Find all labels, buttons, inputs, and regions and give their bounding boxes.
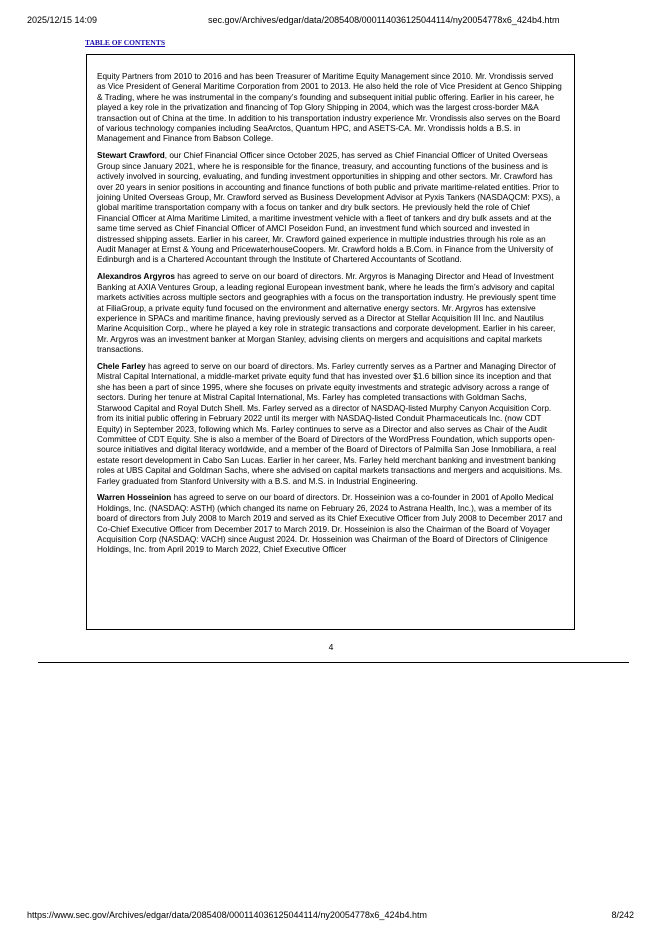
biography-content (97, 72, 563, 562)
print-footer-url: https://www.sec.gov/Archives/edgar/data/2085408/000114036125044114/ny20054778x6_424b4.htm (27, 910, 427, 920)
paragraph-text: has agreed to serve on our board of directors. Mr. Argyros is Managing Director and Head of Investment Banking at AXIA Ventures Group, a leading regional European investment bank, where he leads the firm’s advisory and capital markets activities across multiple sectors and geographies with a focus on the transportation industry. He previously spent time at FiliaGroup, a private equity fund focused on the environment and alternative energy sectors. Mr. Argyros has extensive experience in SPACs and maritime finance, having previously served as a Director at Stellar Acquisition III Inc. and Nautilus Marine Acquisition Corp., where he played a key role in strategic transactions and corporate development. Earlier in his career, Mr. Argyros was an investment banker at Morgan Stanley, advising clients on mergers and acquisitions and capital markets transactions. (97, 272, 557, 355)
table-of-contents-link[interactable]: TABLE OF CONTENTS (85, 38, 166, 47)
bio-paragraph (97, 272, 563, 355)
bio-paragraph (97, 493, 563, 555)
bio-paragraph (97, 151, 563, 265)
print-datetime: 2025/12/15 14:09 (27, 15, 98, 25)
bio-paragraph (97, 362, 563, 487)
paragraph-text: has agreed to serve on our board of directors. Ms. Farley currently serves as a Partner and Managing Director of Mistral Capital International, a middle-market private equity fund that has invested over $1.6 billion since its inception and that she has been a part of since 1995, where she focuses on private equity investments and strategic advisory across a range of sectors. During her tenure at Mistral Capital International, Ms. Farley has completed transactions with Goldman Sachs, Starwood Capital and Royal Dutch Shell. Ms. Farley served as a director of NASDAQ-listed Murphy Canyon Acquisition Corp. from its initial public offering in February 2022 until its merger with NASDAQ-listed Conduit Pharmaceuticals Inc. (now CDT Equity) in September 2023, following which Ms. Farley continues to serve as a Director and also serves as Chair of the Audit Committee of CDT Equity. She is also a member of the Board of Directors of the WordPress Foundation, which supports open-source initiatives and digital literacy worldwide, and a member of the Board of Directors of Palmilla San Jose Inmobiliara, a real estate resort development in Cabo San Lucas. Earlier in her career, Ms. Farley held merchant banking and investment banking roles at UBS Capital and Goldman Sachs, where she advised on capital markets transactions and mergers and acquisitions. Ms. Farley graduated from Stanford University with a B.S. and M.S. in Industrial Engineering. (97, 362, 563, 486)
paragraph-text: Equity Partners from 2010 to 2016 and has been Treasurer of Maritime Equity Management since 2010. Mr. Vrondissis served as Vice President of General Maritime Corporation from 2001 to 2013. He also held the role of Vice President at Genco Shipping & Trading, where he was instrumental in the company’s founding and subsequent initial public offering. Earlier in his career, he played a key role in the privatization and financing of Top Glory Shipping in 2004, which was the largest cross-border M&A transaction out of China at the time. In addition to his transportation industry experience Mr. Vrondissis also serves on the Board of various technology companies including SeaArctos, Quantum HPC, and ASETS-CA. Mr. Vrondissis holds a B.S. in Management and Finance from Babson College. (97, 72, 562, 144)
page-divider (38, 662, 629, 663)
bio-paragraph (97, 72, 563, 145)
person-name: Alexandros Argyros (97, 272, 175, 282)
person-name: Stewart Crawford (97, 151, 165, 161)
print-header-url: sec.gov/Archives/edgar/data/2085408/000114036125044114/ny20054778x6_424b4.htm (208, 15, 560, 25)
paragraph-text: has agreed to serve on our board of directors. Dr. Hosseinion was a co-founder in 2001 of Apollo Medical Holdings, Inc. (NASDAQ: ASTH) (which changed its name on February 26, 2024 to Astrana Health, Inc.), was a member of its board of directors from July 2008 to March 2019 and served as its Chief Executive Officer from July 2008 to December 2017 and Co-Chief Executive Officer from December 2017 to March 2019. Dr. Hosseinion is also the Chairman of the Board of Voyager Acquisition Corp (NASDAQ: VACH) since August 2024. Dr. Hosseinion was Chairman of the Board of Directors of Clinigence Holdings, Inc. from April 2019 to March 2022, Chief Executive Officer (97, 493, 563, 555)
person-name: Warren Hosseinion (97, 493, 172, 503)
person-name: Chele Farley (97, 362, 146, 372)
print-page-count: 8/242 (611, 910, 634, 920)
paragraph-text: , our Chief Financial Officer since October 2025, has served as Chief Financial Officer of United Overseas Group since January 2021, where he is responsible for the finance, treasury, and accounting functions of the business and is actively involved in sourcing, evaluating, and funding investment opportunities in shipping and other sectors. Mr. Crawford has over 20 years in senior positions in accounting and finance functions of both public and private maritime-related entities. Prior to joining United Overseas Group, Mr. Crawford served as Business Development Advisor at Pyxis Tankers (NASDAQCM: PXS), a global maritime transportation company with a focus on tanker and dry bulk sectors. He previously held the role of Chief Financial Officer at Alma Maritime Limited, a maritime investment vehicle with a fleet of tankers and dry bulk assets and at the same time served as Chief Financial Officer of AMCI Poseidon Fund, an investment fund which sourced and invested in distressed shipping assets. Earlier in his career, Mr. Crawford gained experience in multiple industries through his role as an Audit Manager at Ernst & Young and PricewaterhouseCoopers. Mr. Crawford holds a B.Com. in Finance from the University of Edinburgh and is a Chartered Accountant through the Institute of Chartered Accountants of Scotland. (97, 151, 561, 265)
page-number: 4 (328, 642, 334, 652)
